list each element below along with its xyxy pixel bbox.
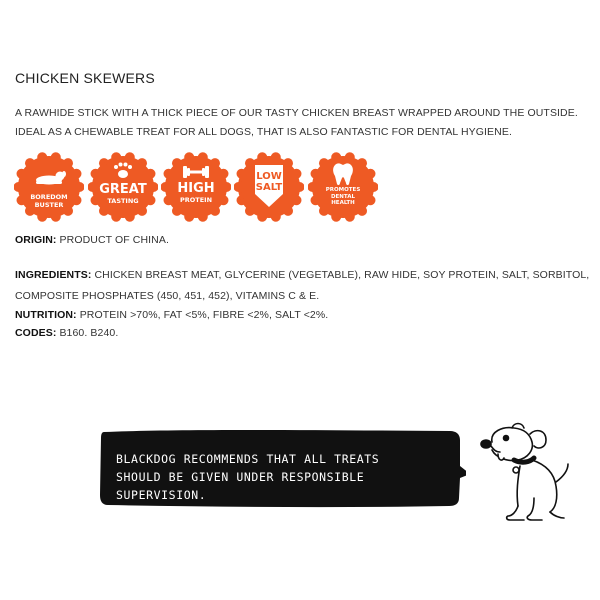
- ingredients-line: [15, 266, 589, 285]
- badge-line2: PROTEIN: [179, 196, 213, 204]
- badge-dental-health: [308, 152, 378, 222]
- badge-high-protein: [161, 152, 231, 222]
- recommendation-bubble: [98, 428, 466, 508]
- badge-line1: HIGH: [177, 181, 215, 196]
- nutrition-value: PROTEIN >70%, FAT <5%, FIBRE <2%, SALT <2%.: [76, 309, 329, 321]
- nutrition-line: [15, 306, 328, 325]
- badge-line2: SALT: [255, 182, 283, 193]
- codes-value: B160. B240.: [56, 327, 119, 339]
- badge-line1: GREAT: [99, 182, 147, 197]
- product-title: CHICKEN SKEWERS: [15, 70, 155, 86]
- ingredients-line-2: COMPOSITE PHOSPHATES (450, 451, 452), VITAMINS C & E.: [15, 290, 320, 302]
- feature-badges: [14, 152, 394, 226]
- badge-low-salt: [234, 152, 304, 222]
- recommendation-line2: SHOULD BE GIVEN UNDER RESPONSIBLE SUPERVISION.: [116, 470, 365, 502]
- badge-line1: BOREDOM: [30, 193, 68, 201]
- origin-value: PRODUCT OF CHINA.: [56, 234, 169, 246]
- badge-line2: BUSTER: [34, 200, 64, 209]
- badge-great-tasting: [88, 152, 158, 222]
- dog-mascot-icon: [472, 420, 572, 525]
- recommendation-line1: BLACKDOG RECOMMENDS THAT ALL TREATS: [116, 452, 380, 466]
- badge-boredom-buster: [14, 152, 84, 222]
- badge-line2: DENTAL: [330, 193, 355, 200]
- product-description: A RAWHIDE STICK WITH A THICK PIECE OF OUR TASTY CHICKEN BREAST WRAPPED AROUND THE OUTSIDE. IDEAL AS A CHEWABLE TREAT FOR ALL DOGS, THAT IS ALSO FANTASTIC FOR DENTAL HYGIENE.: [15, 107, 578, 138]
- ingredients-label: INGREDIENTS:: [15, 269, 92, 281]
- origin-label: ORIGIN:: [15, 234, 57, 246]
- nutrition-label: NUTRITION:: [15, 309, 77, 321]
- badge-line1: LOW: [256, 171, 282, 182]
- badge-line1: PROMOTES: [325, 187, 361, 193]
- badge-line3: HEALTH: [331, 200, 355, 206]
- codes-label: CODES:: [15, 327, 57, 339]
- ingredients-value: CHICKEN BREAST MEAT, GLYCERINE (VEGETABLE), RAW HIDE, SOY PROTEIN, SALT, SORBITOL,: [91, 269, 590, 281]
- badge-line2: TASTING: [107, 197, 139, 205]
- codes-line: [15, 324, 118, 343]
- origin-line: [15, 231, 169, 250]
